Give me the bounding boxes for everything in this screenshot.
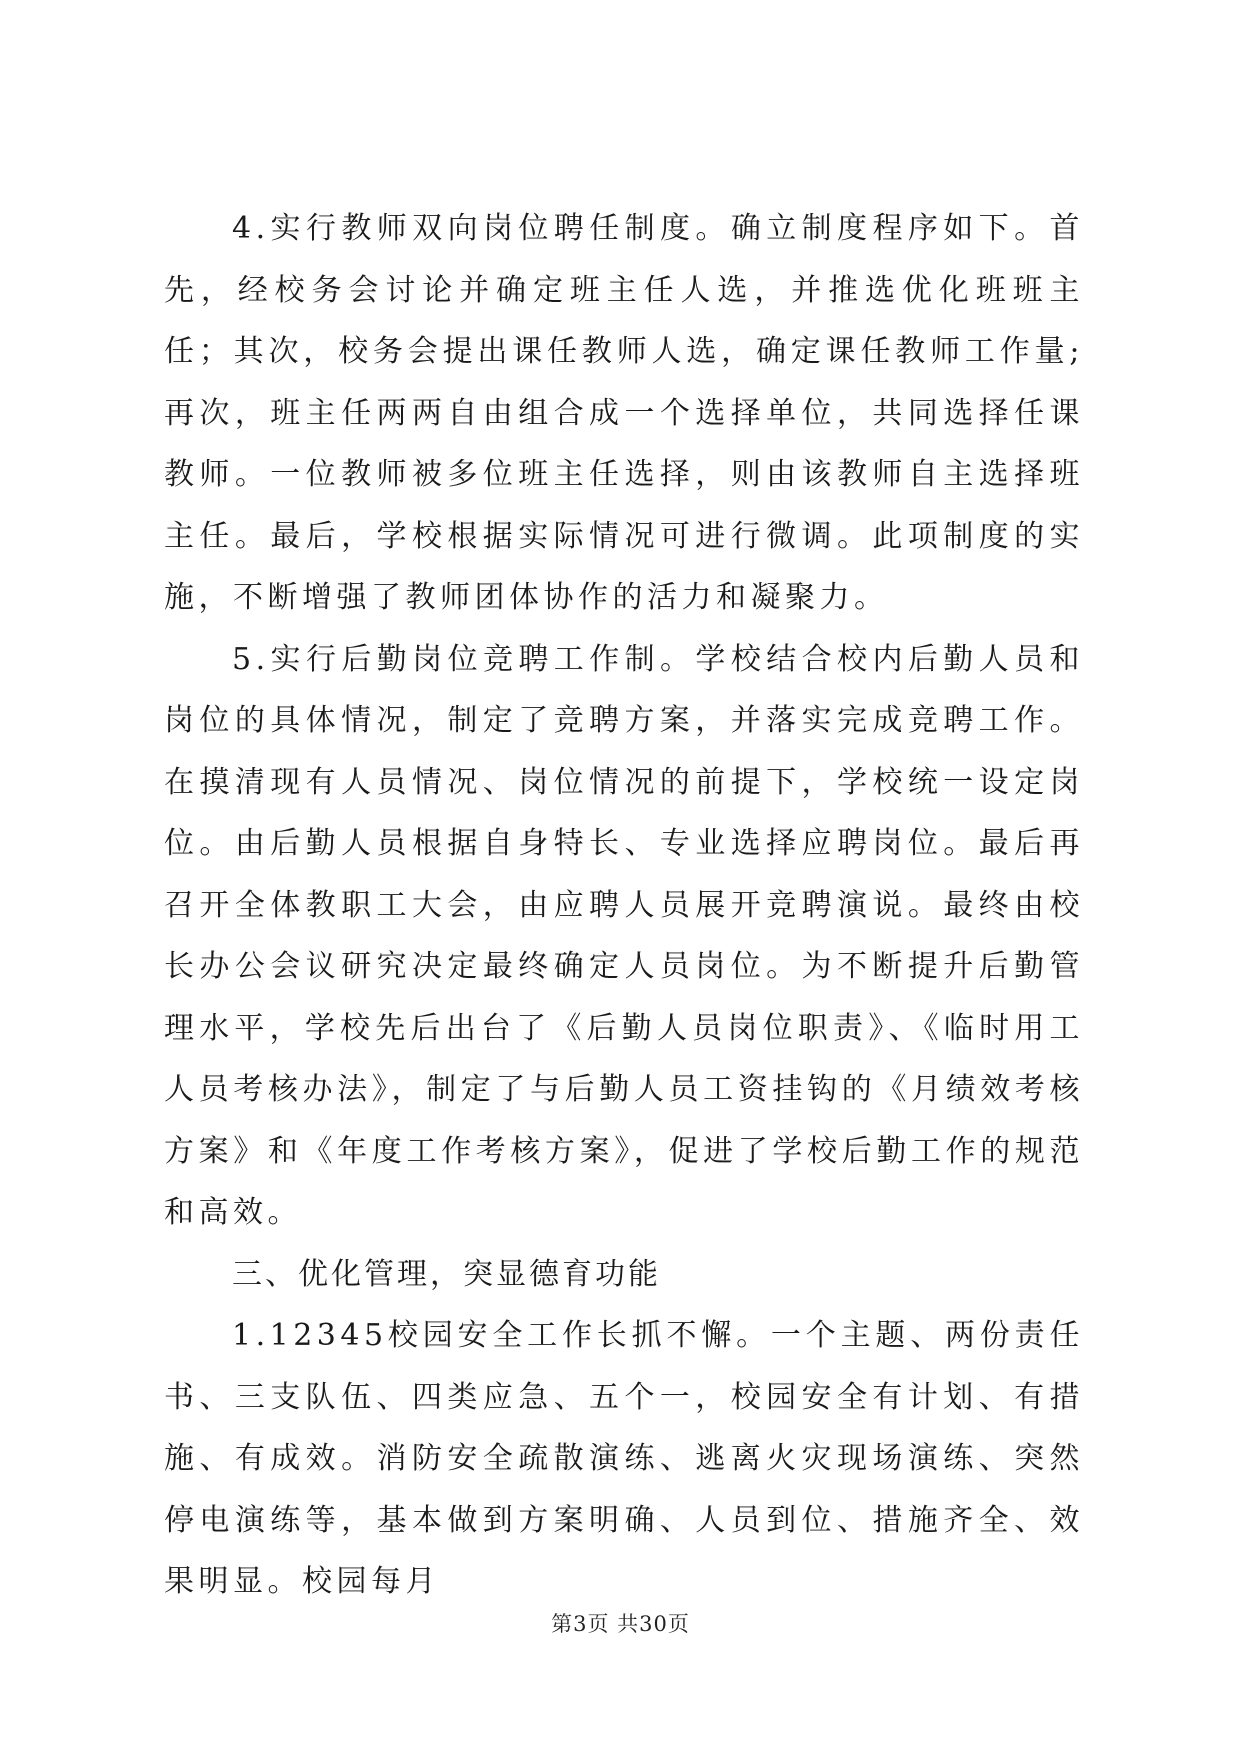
paragraph-teacher-appointment: 4.实行教师双向岗位聘任制度。确立制度程序如下。首先，经校务会讨论并确定班主任人选，并推选优化班班主任；其次，校务会提出课任教师人选，确定课任教师工作量;再次，班主任两两自由组合成一个选择单位，共同选择任课教师。一位教师被多位班主任选择，则由该教师自主选择班主任。最后，学校根据实际情况可进行微调。此项制度的实施，不断增强了教师团体协作的活力和凝聚力。 xyxy=(164,211,1084,615)
page-number-footer: 第3页 共30页 xyxy=(551,1612,690,1636)
paragraph-campus-safety: 1.12345校园安全工作长抓不懈。一个主题、两份责任书、三支队伍、四类应急、五个一，校园安全有计划、有措施、有成效。消防安全疏散演练、逃离火灾现场演练、突然停电演练等，基本做到方案明确、人员到位、措施齐全、效果明显。校园每月 xyxy=(164,1318,1084,1599)
document-body xyxy=(164,198,1084,1613)
section-heading-moral-education: 三、优化管理，突显德育功能 xyxy=(232,1256,661,1292)
paragraph-logistics-recruitment: 5.实行后勤岗位竞聘工作制。学校结合校内后勤人员和岗位的具体情况，制定了竞聘方案，并落实完成竞聘工作。在摸清现有人员情况、岗位情况的前提下，学校统一设定岗位。由后勤人员根据自身特长、专业选择应聘岗位。最后再召开全体教职工大会，由应聘人员展开竞聘演说。最终由校长办公会议研究决定最终确定人员岗位。为不断提升后勤管理水平，学校先后出台了《后勤人员岗位职责》、《临时用工人员考核办法》，制定了与后勤人员工资挂钩的《月绩效考核方案》和《年度工作考核方案》，促进了学校后勤工作的规范和高效。 xyxy=(164,641,1084,1230)
